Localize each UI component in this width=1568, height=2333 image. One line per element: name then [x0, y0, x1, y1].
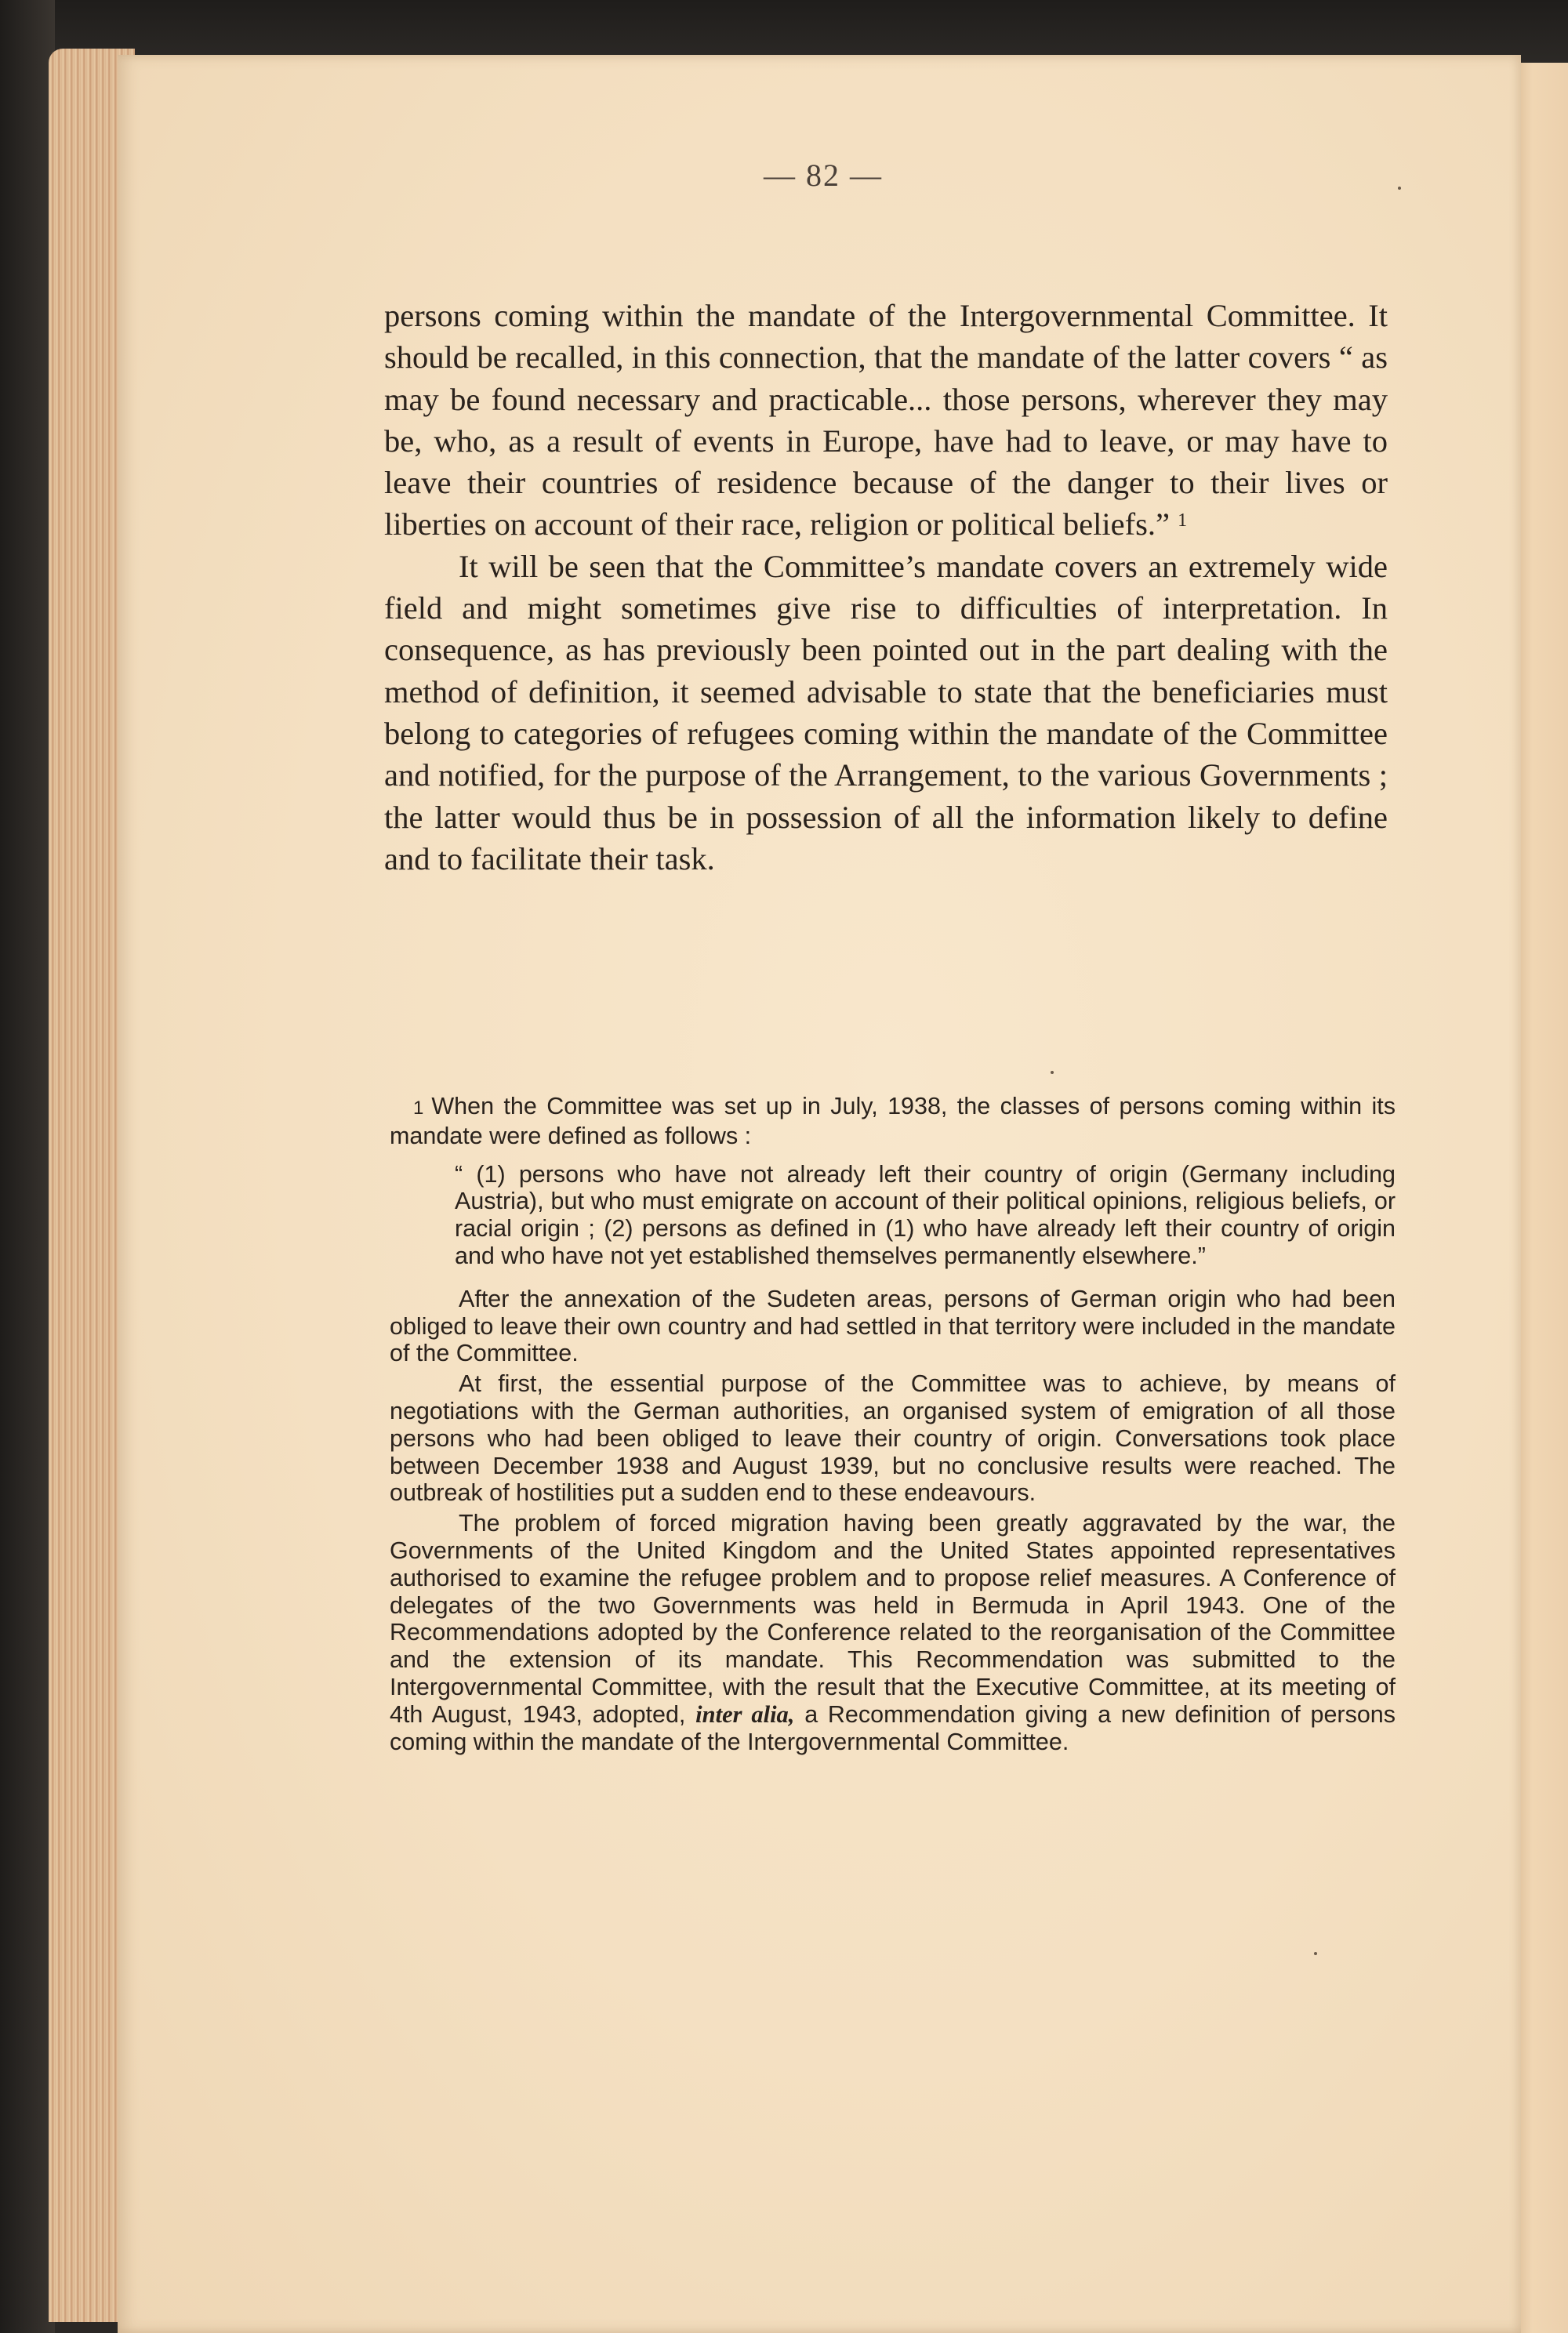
footnote-paragraph-4: [390, 1510, 1396, 1755]
footnote-section: [390, 1093, 1396, 1755]
page-number: — 82 —: [764, 158, 883, 193]
footnote-paragraph-4-text-b: a Recommendation giving a new definition of persons coming within the mandate of the Intergovernmental Committee.: [390, 1700, 1396, 1755]
paper-speck: [1398, 187, 1401, 190]
footnote-paragraph-3: At first, the essential purpose of the Committee was to achieve, by means of negotiations with the German authorities, an organised system of emigration of all those persons who had been obliged to leave their country of origin. Conversations took place between December 1938 and August 1939, but no conclusive results were reached. The outbreak of hostilities put a sudden end to these endeavours.: [390, 1370, 1396, 1507]
footnote-paragraph-4-text-a: The problem of forced migration having been greatly aggravated by the war, the Governments of the United Kingdom and the United States appointed representatives authorised to examine the refugee problem and to propose relief measures. A Conference of delegates of the two Governments was held in Bermuda in April 1943. One of the Recommendations adopted by the Conference related to the reorganisation of the Committee and the extension of its mandate. This Recommendation was submitted to the Intergovernmental Committee, with the result that the Executive Committee, at its meeting of 4th August, 1943, adopted,: [390, 1510, 1396, 1728]
footnote-intro: [390, 1093, 1396, 1150]
latin-phrase: inter alia,: [695, 1700, 795, 1728]
paper-speck: [1051, 1071, 1054, 1074]
footnote-intro-text: When the Committee was set up in July, 1938, the classes of persons coming within its mandate were defined as follows :: [390, 1093, 1396, 1149]
footnote-mark: 1: [413, 1098, 424, 1119]
footnote-quote: “ (1) persons who have not already left their country of origin (Germany including Austria), but who must emigrate on account of their political opinions, religious beliefs, or racial origin ; (2) persons as defined in (1) who have already left their country of origin and who have not yet established themselves permanently elsewhere.”: [455, 1160, 1396, 1269]
background-left: [0, 0, 55, 2333]
paragraph-1: [384, 295, 1388, 546]
paragraph-1-text: persons coming within the mandate of the Intergovernmental Committee. It should be recalled, in this connection, that the mandate of the latter covers “ as may be found necessary and practicable... those persons, wherever they may be, who, as a result of events in Europe, have had to leave, or may have to leave their countries of residence because of the danger to their lives or liberties on account of their race, religion or political beliefs.”: [384, 298, 1388, 542]
footnote-reference[interactable]: 1: [1178, 510, 1188, 532]
paper-speck: [1314, 1952, 1317, 1955]
paragraph-2: It will be seen that the Committee’s mandate covers an extremely wide field and might sometimes give rise to difficulties of interpretation. In consequence, as has previously been pointed out in the part dealing with the method of definition, it seemed advisable to state that the beneficiaries must belong to categories of refugees coming within the mandate of the Committee and notified, for the purpose of the Arrangement, to the various Governments ; the latter would thus be in possession of all the information likely to define and to facilitate their task.: [384, 548, 1388, 876]
background-top: [0, 0, 1568, 63]
main-body-text: [384, 295, 1388, 880]
footnote-paragraph-2: After the annexation of the Sudeten areas, persons of German origin who had been obliged to leave their own country and had settled in that territory were included in the mandate of the Committee.: [390, 1285, 1396, 1367]
